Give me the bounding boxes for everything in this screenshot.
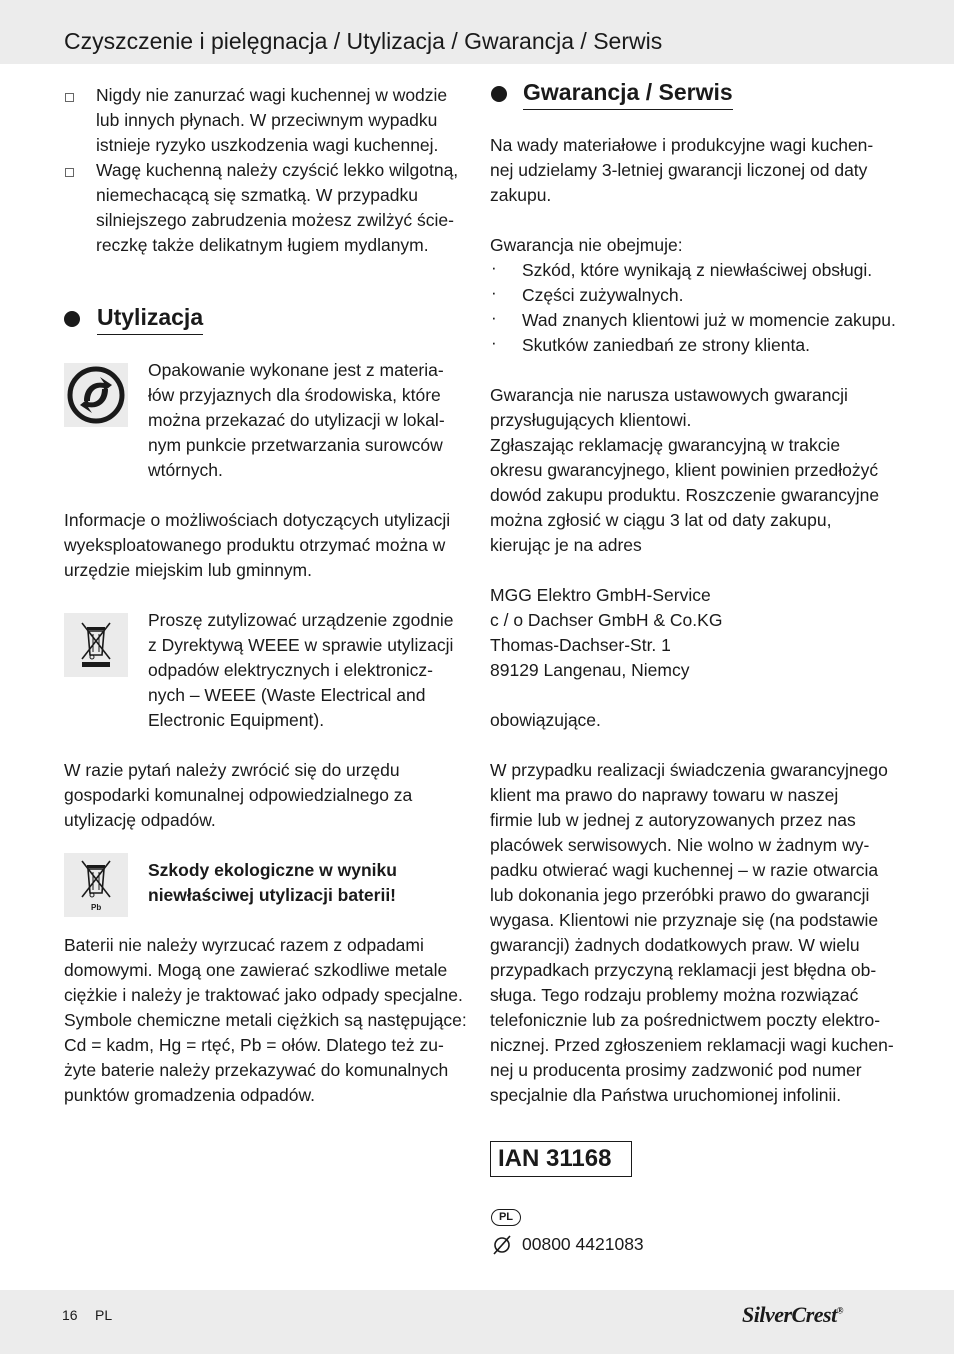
battery-warning: Szkody ekologiczne w wyniku niewłaściwej utylizacji baterii! — [148, 860, 397, 905]
page-number: 16 — [62, 1307, 78, 1323]
heading-bullet-icon — [491, 86, 507, 102]
bullet-square — [65, 93, 74, 102]
cleaning-item: Nigdy nie zanurzać wagi kuchennej w wodzie lub innych płynach. W przeciwnym wypadku istnieje ryzyko uszkodzenia wagi kuchennej. — [96, 85, 448, 155]
service-address: MGG Elektro GmbH-Service c / o Dachser GmbH & Co.KG Thomas-Dachser-Str. 1 89129 Langenau, Niemcy — [490, 585, 723, 680]
packaging-text: Opakowanie wykonane jest z materia- łów przyjaznych dla środowiska, które można przekazać do utylizacji w lokal- nym punkcie przetwarzania surowców wtórnych. — [148, 360, 445, 480]
exclusion-item: Części zużywalnych. — [522, 285, 684, 305]
questions-text: W razie pytań należy zwrócić się do urzędu gospodarki komunalnej odpowiedzialnego za utylizację odpadów. — [64, 760, 413, 830]
list-dot: · — [491, 308, 497, 327]
exclusions-title: Gwarancja nie obejmuje: — [490, 235, 683, 255]
country-badge: PL — [491, 1209, 521, 1226]
exclusion-item: Wad znanych klientowi już w momencie zakupu. — [522, 310, 896, 330]
cleaning-item: Wagę kuchenną należy czyścić lekko wilgotną, niemechacącą się szmatką. W przypadku silniejszego zabrudzenia możesz zwilżyć ście- reczkę także delikatnym ługiem mydlanym. — [96, 160, 459, 255]
exclusion-item: Szkód, które wynikają z niewłaściwej obsługi. — [522, 260, 873, 280]
weee-bin-icon — [64, 613, 128, 677]
disposal-info-text: Informacje o możliwościach dotyczących utylizacji wyeksploatowanego produktu otrzymać można w urzędzie miejskim lub gminnym. — [64, 510, 451, 580]
ian-number: IAN 31168 — [498, 1145, 612, 1172]
exclusion-item: Skutków zaniedbań ze strony klienta. — [522, 335, 810, 355]
list-dot: · — [491, 283, 497, 302]
phone-icon — [492, 1234, 512, 1261]
recycling-icon — [64, 363, 128, 427]
battery-icon-label: Pb — [91, 903, 102, 912]
page-title: Czyszczenie i pielęgnacja / Utylizacja / Gwarancja / Serwis — [64, 28, 663, 54]
ian-box — [490, 1141, 632, 1177]
heading-bullet-icon — [64, 311, 80, 327]
warranty-heading: Gwarancja / Serwis — [523, 79, 733, 110]
weee-text: Proszę zutylizować urządzenie zgodnie z Dyrektywą WEEE w sprawie utylizacji odpadów elektrycznych i elektronicz- nych – WEEE (Waste Electrical and Electronic Equipment). — [148, 610, 454, 730]
footer-language: PL — [95, 1307, 113, 1323]
utylizacja-heading: Utylizacja — [97, 304, 203, 335]
hotline-number: 00800 4421083 — [522, 1234, 644, 1254]
list-dot: · — [491, 258, 497, 277]
service-text: W przypadku realizacji świadczenia gwarancyjnego klient ma prawo do naprawy towaru w naszej firmie lub w jednej z autoryzowanych przez nas placówek serwisowych. Nie wolno w żadnym wy- padku otwierać wagi kuchennej – w razie otwarcia lub dokonania jego przeróbki prawo do gwarancji wygasa. Klientowi nie przyznaje się (na podstawie gwarancji) żadnych dodatkowych praw. W wielu przypadkach przyczyną reklamacji jest błędna ob- sługa. Tego rodzaju problemy można rozwiązać telefonicznie lub za pośrednictwem poczty elektro- nicznej. Przed zgłoszeniem reklamacji wagi kuchen- nej u producenta prosimy zadzwonić pod numer specjalnie dla Państwa uruchomionej infolinii. — [490, 760, 894, 1105]
statutory-rights-text: Gwarancja nie narusza ustawowych gwarancji przysługujących klientowi. Zgłaszając reklamację gwarancyjną w trakcie okresu gwarancyjnego, klient powinien przedłożyć dowód zakupu produktu. Roszczenie gwarancyjne można zgłosić w ciągu 3 lat od daty zakupu, kierując je na adres — [490, 385, 880, 555]
bullet-square — [65, 168, 74, 177]
brand-logo: SilverCrest® — [742, 1302, 843, 1327]
list-dot: · — [491, 333, 497, 352]
battery-bin-icon — [64, 853, 128, 917]
warranty-intro: Na wady materiałowe i produkcyjne wagi kuchen- nej udzielamy 3-letniej gwarancji liczonej od daty zakupu. — [490, 135, 874, 205]
battery-text: Baterii nie należy wyrzucać razem z odpadami domowymi. Mogą one zawierać szkodliwe metale ciężkie i należy je traktować jako odpady specjalne. Symbole chemiczne metali ciężkich są następujące: Cd = kadm, Hg = rtęć, Pb = ołów. Dlatego też zu- żyte baterie należy przekazywać do komunalnych punktów gromadzenia odpadów. — [64, 935, 467, 1105]
binding-text: obowiązujące. — [490, 710, 601, 730]
